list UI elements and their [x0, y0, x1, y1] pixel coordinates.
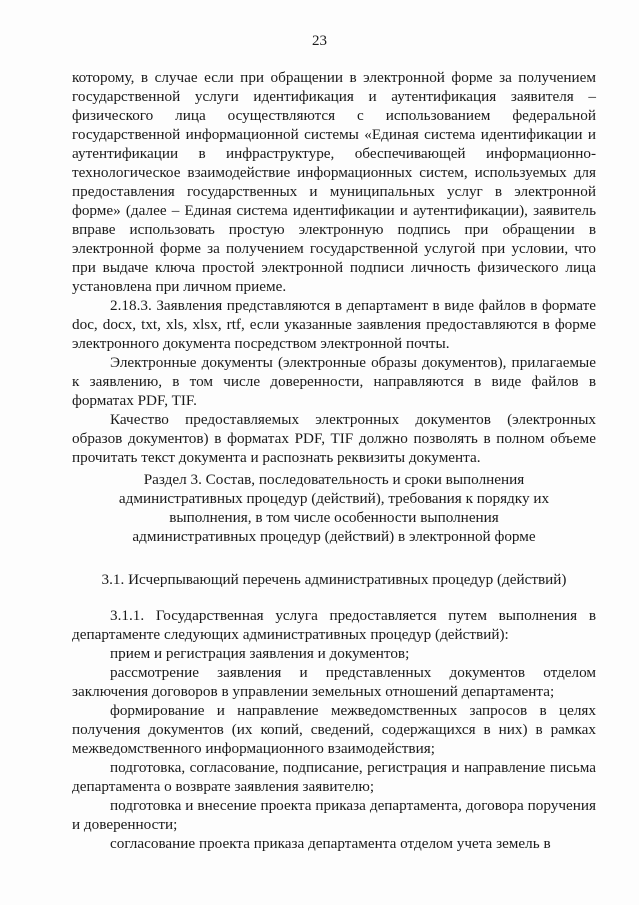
subsection-3-1-title: 3.1. Исчерпывающий перечень административных процедур (действий)	[101, 571, 567, 588]
section-title-line: выполнения, в том числе особенности выполнения	[169, 509, 499, 526]
list-item: рассмотрение заявления и представленных документов отделом заключения договоров в управлении земельных отношений департамента;	[72, 664, 596, 700]
section-3-title	[72, 470, 596, 546]
list-item: подготовка и внесение проекта приказа департамента, договора поручения и доверенности;	[72, 797, 596, 833]
list-item: подготовка, согласование, подписание, регистрация и направление письма департамента о возврате заявления заявителю;	[72, 759, 596, 795]
paragraph-2-18-3: 2.18.3. Заявления представляются в департамент в виде файлов в формате doc, docx, txt, xls, xlsx, rtf, если указанные заявления предоставляются в форме электронного документа посредством электронной почты.	[72, 297, 596, 352]
list-item: прием и регистрация заявления и документов;	[110, 645, 410, 662]
paragraph-continuation: которому, в случае если при обращении в электронной форме за получением государственной услуги идентификация и аутентификация заявителя – физического лица осуществляются с использованием федеральной государственной информационной системы «Единая система идентификации и аутентификации в инфраструктуре, обеспечивающей информационно-технологическое взаимодействие информационных систем, используемых для предоставления государственных и муниципальных услуг в электронной форме» (далее – Единая система идентификации и аутентификации), заявитель вправе использовать простую электронную подпись при обращении в электронной форме за получением государственной услугой при условии, что при выдаче ключа простой электронной подписи личность физического лица установлена при личном приеме.	[72, 69, 596, 295]
paragraph-electronic-documents: Электронные документы (электронные образы документов), прилагаемые к заявлению, в том числе доверенности, направляются в виде файлов в форматах PDF, TIF.	[72, 354, 596, 409]
list-item: формирование и направление межведомственных запросов в целях получения документов (их копий, сведений, содержащихся в них) в рамках межведомственного информационного взаимодействия;	[72, 702, 596, 757]
section-title-line: Раздел 3. Состав, последовательность и сроки выполнения	[143, 471, 525, 488]
list-item: согласование проекта приказа департамента отделом учета земель в	[110, 835, 551, 852]
section-title-line: административных процедур (действий) в электронной форме	[132, 528, 536, 545]
paragraph-3-1-1: 3.1.1. Государственная услуга предоставляется путем выполнения в департаменте следующих административных процедур (действий):	[72, 607, 596, 643]
body-text-bottom	[72, 606, 596, 853]
page-number: 23	[312, 33, 327, 49]
body-text-top	[72, 68, 596, 467]
section-title-line: административных процедур (действий), требования к порядку их	[118, 490, 550, 507]
paragraph-document-quality: Качество предоставляемых электронных документов (электронных образов документов) в форматах PDF, TIF должно позволять в полном объеме прочитать текст документа и распознать реквизиты документа.	[72, 411, 596, 466]
